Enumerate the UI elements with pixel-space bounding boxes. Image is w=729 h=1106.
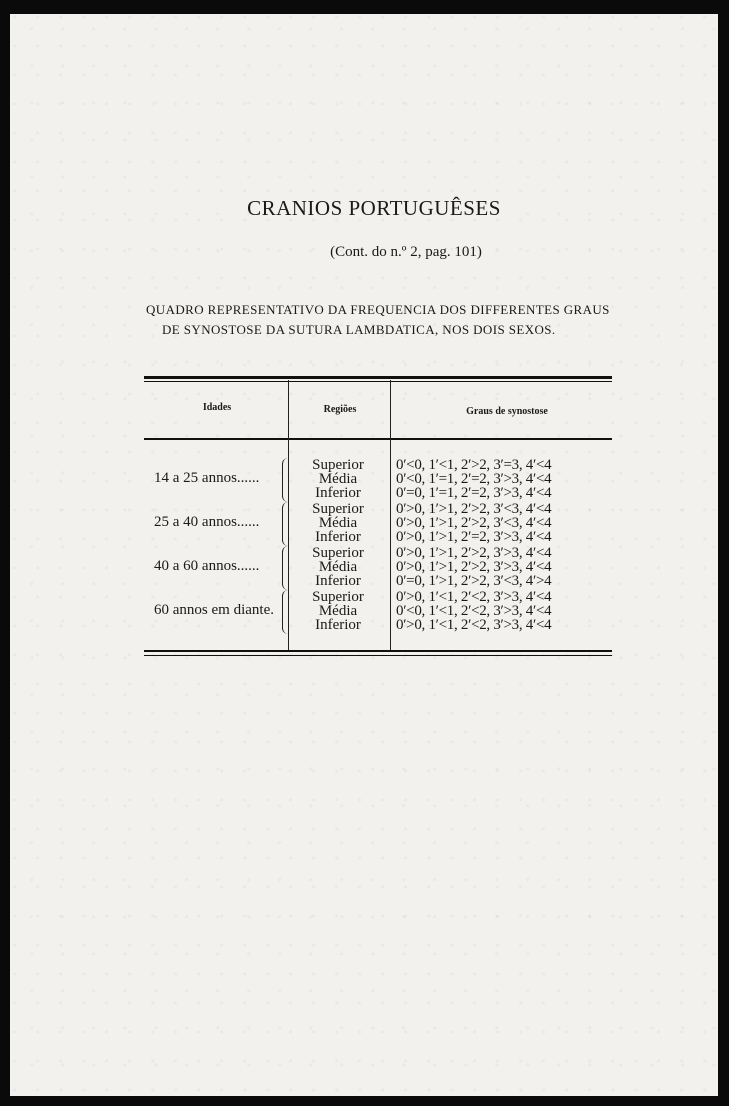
region-cell: Inferior <box>315 529 361 545</box>
region-cell: Inferior <box>315 573 361 589</box>
age-group-4: 60 annos em diante. <box>154 602 274 618</box>
header-regions: Regiões <box>323 404 357 415</box>
age-group-3: 40 a 60 annos...... <box>154 558 260 574</box>
grade-cell: 0′>0, 1′<1, 2′<2, 3′>3, 4′<4 <box>396 589 552 605</box>
region-cell: Média <box>318 559 358 575</box>
grade-cell: 0′>0, 1′>1, 2′>2, 3′>3, 4′<4 <box>396 545 552 561</box>
age-group-1: 14 a 25 annos...... <box>154 470 260 486</box>
grade-cell: 0′>0, 1′<1, 2′<2, 3′>3, 4′<4 <box>396 617 552 633</box>
region-cell: Inferior <box>315 617 361 633</box>
grade-cell: 0′>0, 1′>1, 2′>2, 3′<3, 4′<4 <box>396 515 552 531</box>
grade-cell: 0′<0, 1′=1, 2′=2, 3′>3, 4′<4 <box>396 471 552 487</box>
table-top-rule <box>144 376 612 379</box>
grade-cell: 0′>0, 1′>1, 2′>2, 3′>3, 4′<4 <box>396 559 552 575</box>
grade-cell: 0′<0, 1′<1, 2′>2, 3′=3, 4′<4 <box>396 457 552 473</box>
age-group-2: 25 a 40 annos...... <box>154 514 260 530</box>
header-ages: Idades <box>202 402 232 413</box>
header-bottom-rule <box>144 438 612 440</box>
region-cell: Superior <box>312 501 364 517</box>
column-divider-2 <box>390 380 391 650</box>
table-top-rule-thin <box>144 381 612 382</box>
grade-cell: 0′>0, 1′>1, 2′>2, 3′<3, 4′<4 <box>396 501 552 517</box>
page-subtitle: (Cont. do n.º 2, pag. 101) <box>330 244 482 260</box>
region-cell: Média <box>318 603 358 619</box>
region-cell: Média <box>318 515 358 531</box>
region-cell: Superior <box>312 545 364 561</box>
grade-cell: 0′=0, 1′>1, 2′>2, 3′<3, 4′>4 <box>396 573 552 589</box>
region-cell: Inferior <box>315 485 361 501</box>
region-cell: Média <box>318 471 358 487</box>
table-bottom-rule-thin <box>144 655 612 656</box>
grade-cell: 0′>0, 1′>1, 2′=2, 3′>3, 4′<4 <box>396 529 552 545</box>
grade-cell: 0′<0, 1′<1, 2′<2, 3′>3, 4′<4 <box>396 603 552 619</box>
grade-cell: 0′=0, 1′=1, 2′=2, 3′>3, 4′<4 <box>396 485 552 501</box>
caption-line-1: QUADRO REPRESENTATIVO DA FREQUENCIA DOS DIFFERENTES GRAUS <box>146 302 610 317</box>
caption-line-2: DE SYNOSTOSE DA SUTURA LAMBDATICA, NOS DOIS SEXOS. <box>162 322 556 337</box>
table-bottom-rule <box>144 650 612 652</box>
page-title: CRANIOS PORTUGUÊSES <box>247 196 501 220</box>
header-grades: Graus de synostose <box>466 406 548 417</box>
region-cell: Superior <box>312 457 364 473</box>
region-cell: Superior <box>312 589 364 605</box>
table-caption <box>146 300 616 340</box>
